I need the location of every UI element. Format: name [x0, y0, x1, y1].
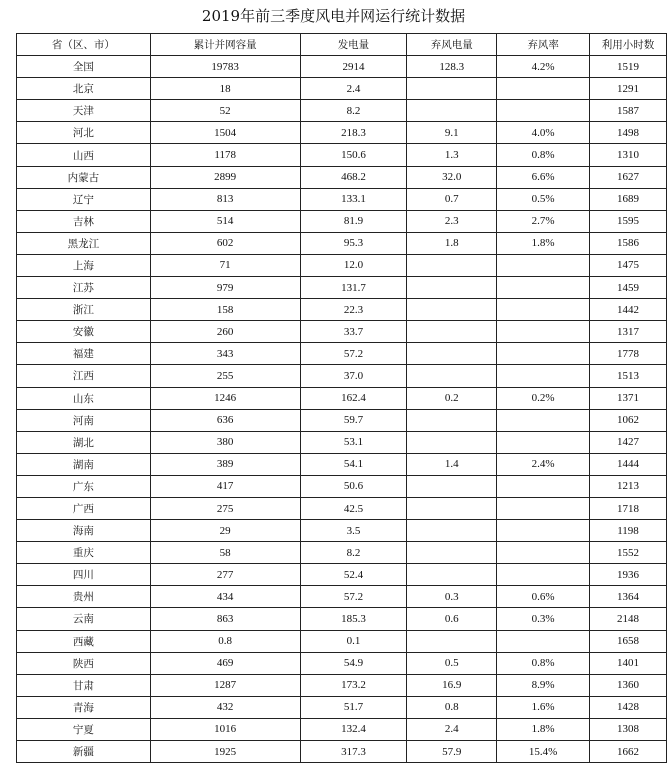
curtailment-rate-cell	[497, 409, 590, 431]
region-cell: 浙江	[17, 299, 151, 321]
table-row	[17, 718, 667, 740]
table-row	[17, 431, 667, 453]
utilization-hours-cell: 1662	[590, 741, 667, 763]
capacity-cell: 389	[150, 453, 300, 475]
curtailment-rate-cell: 2.7%	[497, 210, 590, 232]
capacity-cell: 417	[150, 475, 300, 497]
utilization-hours-cell: 1360	[590, 674, 667, 696]
curtailed-energy-cell	[407, 475, 497, 497]
utilization-hours-cell: 1936	[590, 564, 667, 586]
curtailment-rate-cell	[497, 365, 590, 387]
generation-cell: 133.1	[300, 188, 407, 210]
generation-cell: 53.1	[300, 431, 407, 453]
generation-cell: 51.7	[300, 696, 407, 718]
table-row	[17, 232, 667, 254]
capacity-cell: 863	[150, 608, 300, 630]
region-cell: 山西	[17, 144, 151, 166]
capacity-cell: 813	[150, 188, 300, 210]
generation-cell: 57.2	[300, 586, 407, 608]
table-row	[17, 475, 667, 497]
curtailed-energy-cell	[407, 409, 497, 431]
utilization-hours-cell: 1627	[590, 166, 667, 188]
table-row	[17, 564, 667, 586]
capacity-cell: 52	[150, 100, 300, 122]
curtailed-energy-cell	[407, 431, 497, 453]
utilization-hours-cell: 1317	[590, 321, 667, 343]
region-cell: 黑龙江	[17, 232, 151, 254]
utilization-hours-cell: 1689	[590, 188, 667, 210]
curtailment-rate-cell	[497, 542, 590, 564]
table-row	[17, 78, 667, 100]
table-row	[17, 210, 667, 232]
utilization-hours-cell: 1213	[590, 475, 667, 497]
curtailed-energy-cell: 1.4	[407, 453, 497, 475]
curtailment-rate-cell: 1.8%	[497, 232, 590, 254]
curtailment-rate-cell	[497, 299, 590, 321]
utilization-hours-cell: 1364	[590, 586, 667, 608]
table-row	[17, 343, 667, 365]
curtailment-rate-cell: 0.6%	[497, 586, 590, 608]
region-cell: 辽宁	[17, 188, 151, 210]
curtailment-rate-cell: 0.3%	[497, 608, 590, 630]
curtailment-rate-cell: 0.8%	[497, 144, 590, 166]
curtailment-rate-cell	[497, 254, 590, 276]
table-row	[17, 144, 667, 166]
curtailment-rate-cell: 1.6%	[497, 696, 590, 718]
generation-cell: 37.0	[300, 365, 407, 387]
table-row	[17, 166, 667, 188]
generation-cell: 185.3	[300, 608, 407, 630]
document-title: 2019年前三季度风电并网运行统计数据	[201, 7, 466, 25]
generation-cell: 3.5	[300, 520, 407, 542]
curtailed-energy-cell	[407, 299, 497, 321]
curtailed-energy-cell: 1.8	[407, 232, 497, 254]
region-cell: 西藏	[17, 630, 151, 652]
curtailment-rate-cell	[497, 431, 590, 453]
table-body	[17, 56, 667, 763]
table-row	[17, 409, 667, 431]
curtailed-energy-cell	[407, 78, 497, 100]
region-cell: 海南	[17, 520, 151, 542]
region-cell: 山东	[17, 387, 151, 409]
region-cell: 河北	[17, 122, 151, 144]
table-row	[17, 696, 667, 718]
generation-cell: 52.4	[300, 564, 407, 586]
curtailment-rate-cell	[497, 78, 590, 100]
region-cell: 重庆	[17, 542, 151, 564]
capacity-cell: 29	[150, 520, 300, 542]
utilization-hours-cell: 1595	[590, 210, 667, 232]
region-cell: 云南	[17, 608, 151, 630]
utilization-hours-cell: 1778	[590, 343, 667, 365]
header-curtailment-rate: 弃风率	[497, 34, 590, 56]
generation-cell: 42.5	[300, 497, 407, 519]
table-row	[17, 365, 667, 387]
table-row	[17, 453, 667, 475]
table-row	[17, 630, 667, 652]
curtailment-rate-cell	[497, 520, 590, 542]
utilization-hours-cell: 1401	[590, 652, 667, 674]
utilization-hours-cell: 1310	[590, 144, 667, 166]
curtailment-rate-cell: 0.5%	[497, 188, 590, 210]
curtailment-rate-cell: 0.2%	[497, 387, 590, 409]
region-cell: 广东	[17, 475, 151, 497]
table-row	[17, 497, 667, 519]
generation-cell: 317.3	[300, 741, 407, 763]
table-row	[17, 652, 667, 674]
curtailment-rate-cell	[497, 630, 590, 652]
curtailed-energy-cell: 0.3	[407, 586, 497, 608]
capacity-cell: 636	[150, 409, 300, 431]
region-cell: 安徽	[17, 321, 151, 343]
curtailed-energy-cell	[407, 343, 497, 365]
region-cell: 福建	[17, 343, 151, 365]
table-row	[17, 741, 667, 763]
table-row	[17, 586, 667, 608]
region-cell: 全国	[17, 56, 151, 78]
curtailment-rate-cell: 8.9%	[497, 674, 590, 696]
curtailed-energy-cell	[407, 100, 497, 122]
region-cell: 江苏	[17, 277, 151, 299]
curtailed-energy-cell: 16.9	[407, 674, 497, 696]
curtailed-energy-cell: 57.9	[407, 741, 497, 763]
curtailed-energy-cell: 0.2	[407, 387, 497, 409]
wind-power-stats-table	[16, 33, 667, 763]
capacity-cell: 19783	[150, 56, 300, 78]
curtailment-rate-cell	[497, 343, 590, 365]
curtailed-energy-cell: 1.3	[407, 144, 497, 166]
header-generation: 发电量	[300, 34, 407, 56]
table-row	[17, 520, 667, 542]
generation-cell: 57.2	[300, 343, 407, 365]
generation-cell: 54.1	[300, 453, 407, 475]
header-capacity: 累计并网容量	[150, 34, 300, 56]
table-row	[17, 321, 667, 343]
table-row	[17, 387, 667, 409]
utilization-hours-cell: 1198	[590, 520, 667, 542]
curtailed-energy-cell: 128.3	[407, 56, 497, 78]
utilization-hours-cell: 1587	[590, 100, 667, 122]
region-cell: 湖北	[17, 431, 151, 453]
capacity-cell: 434	[150, 586, 300, 608]
curtailment-rate-cell: 2.4%	[497, 453, 590, 475]
curtailment-rate-cell: 4.2%	[497, 56, 590, 78]
table-row	[17, 542, 667, 564]
capacity-cell: 275	[150, 497, 300, 519]
utilization-hours-cell: 1427	[590, 431, 667, 453]
generation-cell: 22.3	[300, 299, 407, 321]
region-cell: 北京	[17, 78, 151, 100]
curtailment-rate-cell	[497, 564, 590, 586]
region-cell: 甘肃	[17, 674, 151, 696]
generation-cell: 131.7	[300, 277, 407, 299]
capacity-cell: 514	[150, 210, 300, 232]
generation-cell: 50.6	[300, 475, 407, 497]
curtailed-energy-cell	[407, 520, 497, 542]
table-row	[17, 122, 667, 144]
curtailed-energy-cell	[407, 497, 497, 519]
capacity-cell: 1287	[150, 674, 300, 696]
capacity-cell: 1246	[150, 387, 300, 409]
curtailed-energy-cell: 0.6	[407, 608, 497, 630]
utilization-hours-cell: 1552	[590, 542, 667, 564]
table-header-row	[17, 34, 667, 56]
generation-cell: 468.2	[300, 166, 407, 188]
utilization-hours-cell: 1718	[590, 497, 667, 519]
utilization-hours-cell: 1442	[590, 299, 667, 321]
region-cell: 宁夏	[17, 718, 151, 740]
header-curtailed-energy: 弃风电量	[407, 34, 497, 56]
utilization-hours-cell: 1062	[590, 409, 667, 431]
curtailed-energy-cell	[407, 564, 497, 586]
generation-cell: 150.6	[300, 144, 407, 166]
utilization-hours-cell: 1428	[590, 696, 667, 718]
table-row	[17, 56, 667, 78]
utilization-hours-cell: 1444	[590, 453, 667, 475]
generation-cell: 2914	[300, 56, 407, 78]
utilization-hours-cell: 1658	[590, 630, 667, 652]
region-cell: 四川	[17, 564, 151, 586]
capacity-cell: 58	[150, 542, 300, 564]
capacity-cell: 277	[150, 564, 300, 586]
generation-cell: 162.4	[300, 387, 407, 409]
curtailed-energy-cell: 32.0	[407, 166, 497, 188]
table-row	[17, 100, 667, 122]
utilization-hours-cell: 1586	[590, 232, 667, 254]
utilization-hours-cell: 1498	[590, 122, 667, 144]
generation-cell: 8.2	[300, 542, 407, 564]
curtailment-rate-cell: 6.6%	[497, 166, 590, 188]
generation-cell: 33.7	[300, 321, 407, 343]
generation-cell: 132.4	[300, 718, 407, 740]
curtailment-rate-cell: 0.8%	[497, 652, 590, 674]
generation-cell: 95.3	[300, 232, 407, 254]
curtailed-energy-cell: 9.1	[407, 122, 497, 144]
capacity-cell: 260	[150, 321, 300, 343]
header-utilization-hours: 利用小时数	[590, 34, 667, 56]
curtailed-energy-cell: 2.3	[407, 210, 497, 232]
capacity-cell: 380	[150, 431, 300, 453]
curtailment-rate-cell: 1.8%	[497, 718, 590, 740]
table-row	[17, 299, 667, 321]
curtailment-rate-cell: 4.0%	[497, 122, 590, 144]
curtailed-energy-cell	[407, 277, 497, 299]
region-cell: 湖南	[17, 453, 151, 475]
generation-cell: 8.2	[300, 100, 407, 122]
utilization-hours-cell: 1291	[590, 78, 667, 100]
region-cell: 贵州	[17, 586, 151, 608]
utilization-hours-cell: 1459	[590, 277, 667, 299]
region-cell: 吉林	[17, 210, 151, 232]
generation-cell: 59.7	[300, 409, 407, 431]
generation-cell: 81.9	[300, 210, 407, 232]
region-cell: 新疆	[17, 741, 151, 763]
capacity-cell: 1178	[150, 144, 300, 166]
utilization-hours-cell: 1371	[590, 387, 667, 409]
generation-cell: 173.2	[300, 674, 407, 696]
curtailed-energy-cell: 2.4	[407, 718, 497, 740]
utilization-hours-cell: 1308	[590, 718, 667, 740]
region-cell: 广西	[17, 497, 151, 519]
curtailment-rate-cell	[497, 321, 590, 343]
capacity-cell: 0.8	[150, 630, 300, 652]
curtailed-energy-cell: 0.5	[407, 652, 497, 674]
curtailment-rate-cell	[497, 277, 590, 299]
table-row	[17, 608, 667, 630]
table-row	[17, 277, 667, 299]
curtailed-energy-cell: 0.8	[407, 696, 497, 718]
capacity-cell: 602	[150, 232, 300, 254]
curtailment-rate-cell: 15.4%	[497, 741, 590, 763]
region-cell: 河南	[17, 409, 151, 431]
table-row	[17, 254, 667, 276]
generation-cell: 2.4	[300, 78, 407, 100]
region-cell: 上海	[17, 254, 151, 276]
region-cell: 天津	[17, 100, 151, 122]
generation-cell: 0.1	[300, 630, 407, 652]
curtailment-rate-cell	[497, 475, 590, 497]
header-region: 省（区、市）	[17, 34, 151, 56]
region-cell: 陕西	[17, 652, 151, 674]
region-cell: 内蒙古	[17, 166, 151, 188]
utilization-hours-cell: 1475	[590, 254, 667, 276]
curtailment-rate-cell	[497, 497, 590, 519]
curtailed-energy-cell: 0.7	[407, 188, 497, 210]
curtailed-energy-cell	[407, 630, 497, 652]
capacity-cell: 18	[150, 78, 300, 100]
table-row	[17, 674, 667, 696]
region-cell: 江西	[17, 365, 151, 387]
capacity-cell: 343	[150, 343, 300, 365]
capacity-cell: 158	[150, 299, 300, 321]
capacity-cell: 432	[150, 696, 300, 718]
curtailed-energy-cell	[407, 254, 497, 276]
generation-cell: 12.0	[300, 254, 407, 276]
capacity-cell: 255	[150, 365, 300, 387]
generation-cell: 218.3	[300, 122, 407, 144]
utilization-hours-cell: 1513	[590, 365, 667, 387]
utilization-hours-cell: 1519	[590, 56, 667, 78]
curtailed-energy-cell	[407, 542, 497, 564]
capacity-cell: 469	[150, 652, 300, 674]
capacity-cell: 1016	[150, 718, 300, 740]
capacity-cell: 2899	[150, 166, 300, 188]
table-row	[17, 188, 667, 210]
curtailed-energy-cell	[407, 365, 497, 387]
capacity-cell: 1925	[150, 741, 300, 763]
capacity-cell: 979	[150, 277, 300, 299]
utilization-hours-cell: 2148	[590, 608, 667, 630]
capacity-cell: 1504	[150, 122, 300, 144]
curtailment-rate-cell	[497, 100, 590, 122]
region-cell: 青海	[17, 696, 151, 718]
curtailed-energy-cell	[407, 321, 497, 343]
generation-cell: 54.9	[300, 652, 407, 674]
capacity-cell: 71	[150, 254, 300, 276]
